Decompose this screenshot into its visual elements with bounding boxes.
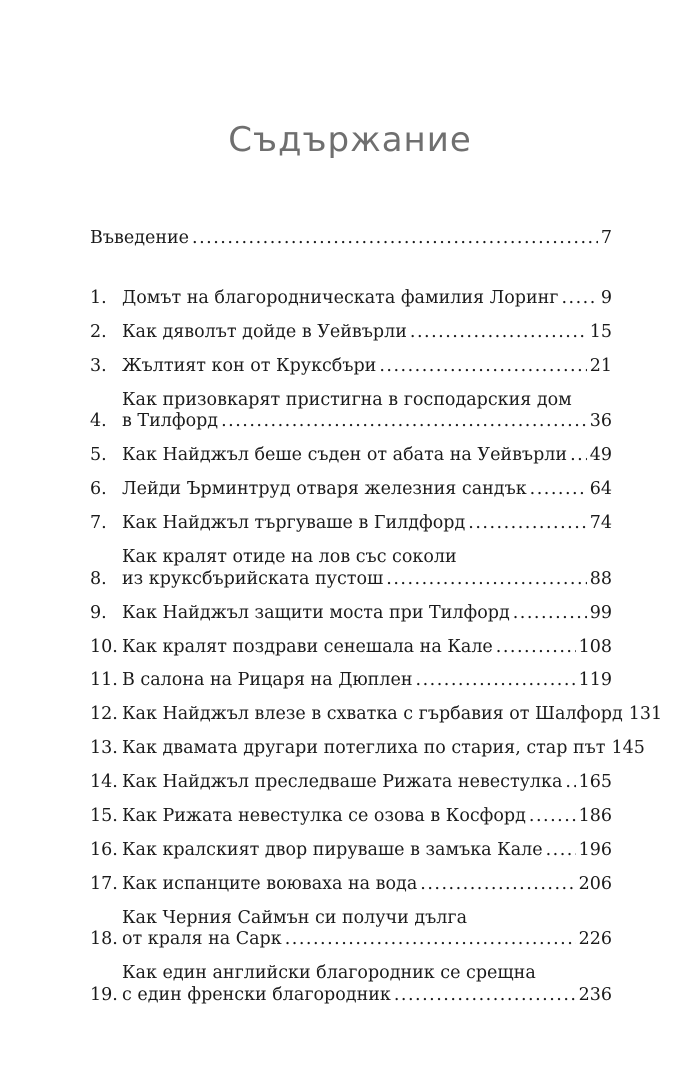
toc-entry-title: с един френски благородник [122,985,391,1006]
toc-page-number: 7 [600,228,612,248]
toc-entry-title: Как кралският двор пируваше в замъка Кале [122,839,543,860]
toc-entry-title-line1: Как кралят отиде на лов със соколи [122,546,457,567]
toc-entry-chapter [90,908,612,952]
dot-leader [285,929,576,951]
toc-entry-title: Как Рижата невестулка се озова в Косфорд [122,805,526,826]
toc-page-number: 196 [578,839,612,860]
chapter-number: 6. [90,479,107,500]
toc-page-number: 236 [578,985,612,1006]
chapter-number: 15. [90,805,118,826]
toc-entry-title: Домът на благородническата фамилия Лоринг [122,287,559,308]
toc-entry-title: Как испанците воюваха на вода [122,873,418,894]
dot-leader [192,228,598,250]
toc-page-number: 119 [578,670,612,691]
toc-entry-title-line1: Как един английски благородник се срещна [122,963,536,984]
toc-entry-chapter [90,670,612,692]
dot-leader [410,322,587,344]
toc-entry-chapter [90,445,612,467]
dot-leader [420,874,575,896]
dot-leader [379,356,586,378]
page-title: Съдържание [228,120,472,160]
toc-entry-title: от краля на Сарк [122,929,282,950]
toc-page-number: 206 [578,873,612,894]
toc-page-number: 49 [589,445,612,466]
chapter-number: 9. [90,602,107,623]
chapter-number: 2. [90,321,107,342]
chapter-number: 7. [90,513,107,533]
toc-entry-chapter [90,322,612,344]
dot-leader [394,985,576,1007]
toc-page-number: 36 [589,411,612,432]
toc-entry-title: Жълтият кон от Круксбъри [122,355,377,376]
dot-leader [221,411,587,433]
dot-leader [513,603,587,625]
toc-entry-title: Как Найджъл защити моста при Тилфорд [122,602,510,623]
toc-page-number: 99 [589,602,612,623]
toc-entry-title: В салона на Рицаря на Дюплен [122,670,413,691]
toc-entry-title: Как двамата другари потеглиха по стария, стар път [122,738,606,759]
dot-leader [570,445,587,467]
toc-page-number: 131 [628,704,663,725]
toc-entry-title: Как Найджъл преследваше Рижата невестулка [122,772,563,792]
chapter-number: 19. [90,985,118,1006]
toc-entry-chapter [90,637,612,659]
toc-entry-chapter [90,356,612,378]
chapter-number: 5. [90,445,107,466]
toc-entry-chapter [90,772,612,794]
chapter-list [90,287,663,1007]
toc-entry-chapter [90,513,612,535]
toc-entry-chapter [90,547,612,591]
table-of-contents [90,228,663,1019]
dot-leader [546,840,576,862]
toc-entry-chapter [90,738,645,760]
chapter-number: 1. [90,287,107,308]
chapter-number: 12. [90,704,118,725]
toc-entry-chapter [90,390,612,434]
toc-page-number: 15 [589,321,612,342]
toc-page-number: 226 [578,929,612,950]
toc-entry-title: Въведение [90,228,190,248]
toc-entry-chapter [90,874,612,896]
toc-page-number: 145 [611,738,645,759]
toc-entry-chapter [90,479,612,501]
chapter-number: 10. [90,636,118,657]
chapter-number: 17. [90,873,118,894]
dot-leader [416,670,576,692]
toc-entry-chapter [90,704,663,726]
chapter-number: 18. [90,929,118,950]
toc-entry-title: Как дяволът дойде в Уейвърли [122,321,407,342]
toc-page-number: 186 [578,805,612,826]
toc-entry-title: Как Найджъл беше съден от абата на Уейвърли [122,445,568,466]
toc-page-number: 88 [589,568,612,589]
chapter-number: 14. [90,772,118,792]
toc-page-number: 165 [578,772,612,792]
dot-leader [561,288,597,310]
dot-leader [468,513,586,535]
toc-page-number: 108 [578,636,612,657]
toc-page-number: 74 [589,513,612,533]
toc-entry-title: Лейди Ърминтруд отваря железния сандък [122,479,527,500]
toc-page-number: 9 [600,287,612,308]
toc-entry-introduction [90,228,612,250]
chapter-number: 16. [90,839,118,860]
chapter-number: 8. [90,568,107,589]
toc-entry-chapter [90,963,612,1007]
chapter-number: 4. [90,411,107,432]
toc-entry-title: из круксбърийската пустош [122,568,384,589]
dot-leader [386,569,586,591]
toc-page-number: 21 [589,355,612,376]
toc-entry-title-line1: Как призовкарят пристигна в господарския дом [122,389,572,410]
dot-leader [565,772,575,794]
toc-entry-title: в Тилфорд [122,411,219,432]
toc-entry-chapter [90,806,612,828]
dot-leader [530,479,587,501]
toc-entry-title-line1: Как Черния Саймън си получи дълга [122,907,468,928]
toc-entry-title: Как кралят поздрави сенешала на Кале [122,636,493,657]
dot-leader [496,637,576,659]
chapter-number: 13. [90,738,118,759]
toc-entry-chapter [90,288,612,310]
toc-entry-chapter [90,840,612,862]
chapter-number: 11. [90,670,118,691]
toc-entry-title: Как Найджъл търгуваше в Гилдфорд [122,513,466,533]
toc-page-number: 64 [589,479,612,500]
dot-leader [529,806,576,828]
chapter-number: 3. [90,355,107,376]
toc-entry-chapter [90,603,612,625]
toc-entry-title: Как Найджъл влезе в схватка с гърбавия от Шалфорд [122,704,623,725]
